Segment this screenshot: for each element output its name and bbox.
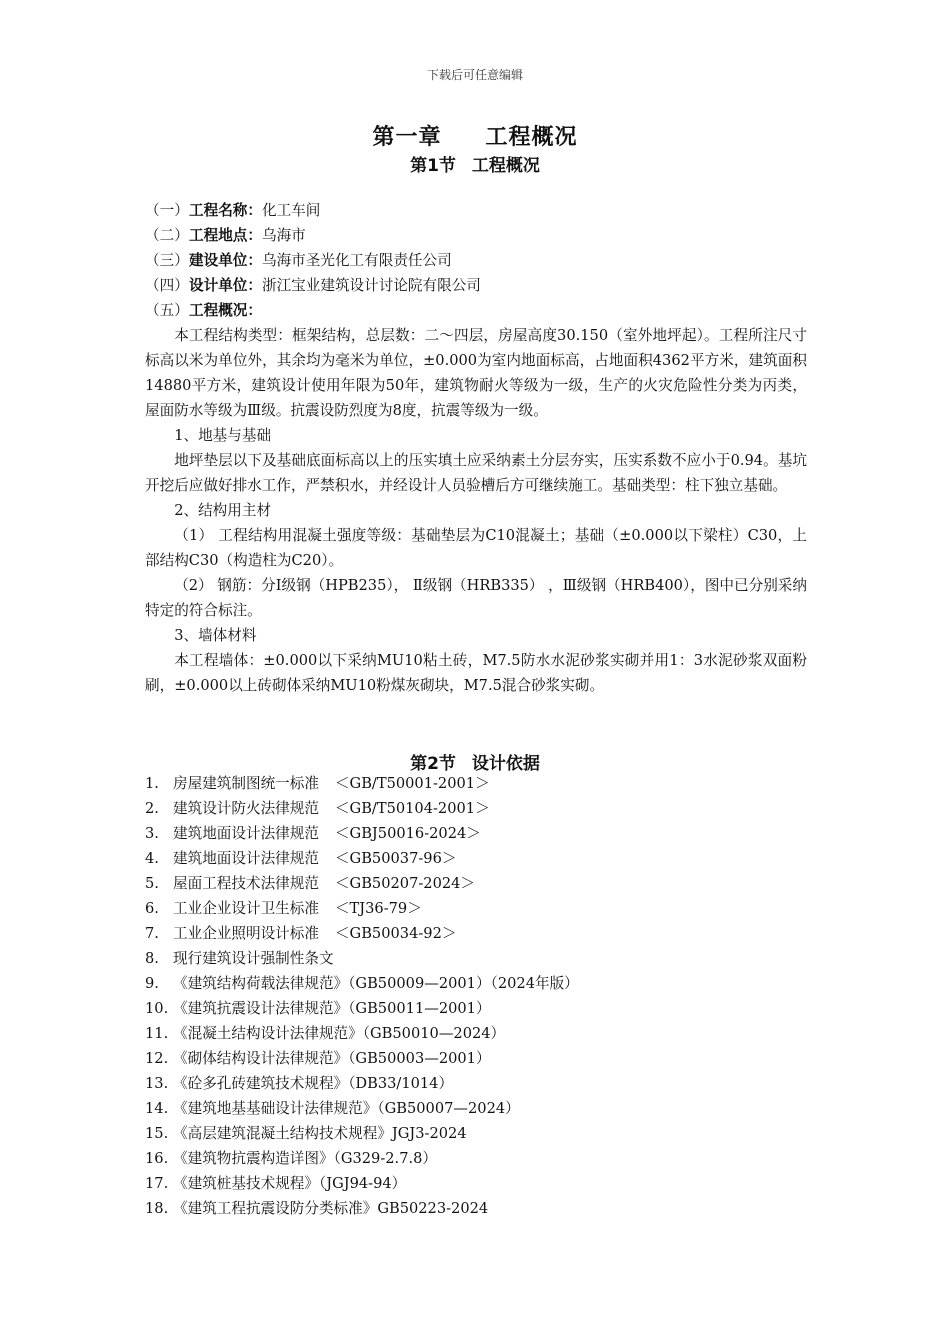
list-item-number: 14.: [145, 1100, 169, 1117]
section-1-label: 第1节: [410, 156, 456, 176]
overview-paragraph: 本工程结构类型：框架结构，总层数：二～四层，房屋高度30.150（室外地坪起）。工程所注尺寸标高以米为单位外，其余均为毫米为单位，±0.000为室内地面标高，占地面积4362平方米，建筑面积14880平方米，建筑设计使用年限为50年，建筑物耐火等级为一级，生产的火灾危险性分类为丙类，屋面防水等级为Ⅲ级。抗震设防烈度为8度，抗震等级为一级。: [145, 327, 807, 419]
list-item: [145, 946, 807, 971]
list-item-code: ＜GBJ50016-2024＞: [334, 825, 481, 842]
info-row: [145, 198, 807, 223]
list-item-text: 《高层建筑混凝土结构技术规程》JGJ3-2024: [173, 1125, 467, 1142]
list-item-number: 1.: [145, 775, 159, 792]
list-item-text: 建筑地面设计法律规范: [173, 850, 319, 867]
info-value: 化工车间: [261, 202, 321, 219]
list-item-text: 《砼多孔砖建筑技术规程》（DB33/1014）: [173, 1075, 454, 1092]
list-item-number: 13.: [145, 1075, 169, 1092]
list-item-number: 7.: [145, 925, 159, 942]
list-item-number: 3.: [145, 825, 159, 842]
list-item-number: 8.: [145, 950, 159, 967]
list-item-code: ＜GB50037-96＞: [334, 850, 457, 867]
info-number: （二）: [145, 227, 189, 244]
chapter-title: [0, 120, 950, 151]
list-item-number: 12.: [145, 1050, 169, 1067]
info-label: 工程名称：: [189, 202, 262, 219]
materials-heading: 2、结构用主材: [174, 502, 272, 519]
list-item-number: 2.: [145, 800, 159, 817]
list-item: [145, 796, 807, 821]
list-item: [145, 821, 807, 846]
list-item-text: 《建筑抗震设计法律规范》（GB50011—2001）: [173, 1000, 491, 1017]
info-label: 建设单位：: [189, 252, 262, 269]
info-value: 乌海市: [261, 227, 306, 244]
list-item-number: 6.: [145, 900, 159, 917]
info-row: [145, 298, 807, 323]
list-item-number: 4.: [145, 850, 159, 867]
list-item-number: 18.: [145, 1200, 169, 1217]
list-item: [145, 996, 807, 1021]
list-item-text: 《建筑工程抗震设防分类标准》GB50223-2024: [173, 1200, 489, 1217]
info-row: [145, 248, 807, 273]
list-item-text: 《混凝土结构设计法律规范》（GB50010—2024）: [173, 1025, 506, 1042]
info-row: [145, 223, 807, 248]
header-note: 下载后可任意编辑: [426, 68, 523, 82]
section-1-name: 工程概况: [471, 156, 540, 176]
list-item: [145, 1046, 807, 1071]
foundation-heading: 1、地基与基础: [174, 427, 272, 444]
list-item: [145, 771, 807, 796]
info-label: 工程概况：: [189, 302, 262, 319]
info-value: 浙江宝业建筑设计讨论院有限公司: [261, 277, 481, 294]
list-item: [145, 1121, 807, 1146]
list-item: [145, 921, 807, 946]
list-item-code: ＜GB50207-2024＞: [334, 875, 476, 892]
list-item-text: 《建筑地基基础设计法律规范》（GB50007—2024）: [173, 1100, 520, 1117]
list-item: [145, 871, 807, 896]
info-label: 工程地点：: [189, 227, 262, 244]
list-item-text: 工业企业照明设计标准: [173, 925, 319, 942]
list-item: [145, 1096, 807, 1121]
list-item-text: 《建筑桩基技术规程》（JGJ94-94）: [173, 1175, 407, 1192]
foundation-paragraph: 地坪垫层以下及基础底面标高以上的压实填土应采纳素土分层夯实，压实系数不应小于0.94。基坑开挖后应做好排水工作，严禁积水，并经设计人员验槽后方可继续施工。基础类型：柱下独立基础。: [145, 452, 807, 494]
list-item-number: 15.: [145, 1125, 169, 1142]
list-item-number: 9.: [145, 975, 159, 992]
wall-paragraph: 本工程墙体：±0.000以下采纳MU10粘土砖，M7.5防水水泥砂浆实砌并用1：3水泥砂浆双面粉刷，±0.000以上砖砌体采纳MU10粉煤灰砌块，M7.5混合砂浆实砌。: [145, 652, 807, 694]
chapter-name: 工程概况: [485, 125, 578, 150]
list-item: [145, 1196, 807, 1221]
list-item-text: 《建筑物抗震构造详图》（G329-2.7.8）: [173, 1150, 437, 1167]
reference-list: [145, 771, 807, 1221]
section-1-body: [145, 198, 807, 698]
list-item: [145, 971, 807, 996]
list-item-code: ＜TJ36-79＞: [334, 900, 422, 917]
materials-item-1: （1） 工程结构用混凝土强度等级：基础垫层为C10混凝土；基础（±0.000以下梁柱）C30，上部结构C30（构造柱为C20）。: [145, 527, 807, 569]
list-item: [145, 846, 807, 871]
list-item-text: 房屋建筑制图统一标准: [173, 775, 319, 792]
list-item: [145, 1171, 807, 1196]
list-item-code: ＜GB/T50104-2001＞: [334, 800, 490, 817]
list-item-number: 10.: [145, 1000, 169, 1017]
info-label: 设计单位：: [189, 277, 262, 294]
info-value: 乌海市圣光化工有限责任公司: [261, 252, 452, 269]
info-number: （一）: [145, 202, 189, 219]
list-item-text: 现行建筑设计强制性条文: [173, 950, 334, 967]
info-number: （三）: [145, 252, 189, 269]
list-item-text: 屋面工程技术法律规范: [173, 875, 319, 892]
list-item: [145, 896, 807, 921]
list-item-number: 16.: [145, 1150, 169, 1167]
list-item-number: 11.: [145, 1025, 169, 1042]
list-item-number: 17.: [145, 1175, 169, 1192]
section-2-name: 设计依据: [471, 754, 540, 774]
wall-heading: 3、墙体材料: [174, 627, 257, 644]
materials-item-2: （2） 钢筋：分Ⅰ级钢（HPB235）， Ⅱ级钢（HRB335） ，Ⅲ级钢（HRB400），图中已分别采纳特定的符合标注。: [145, 577, 807, 619]
list-item-text: 建筑地面设计法律规范: [173, 825, 319, 842]
info-number: （四）: [145, 277, 189, 294]
chapter-label: 第一章: [372, 125, 442, 150]
list-item-text: 工业企业设计卫生标准: [173, 900, 319, 917]
list-item: [145, 1146, 807, 1171]
list-item-text: 《砌体结构设计法律规范》（GB50003—2001）: [173, 1050, 491, 1067]
list-item-code: ＜GB50034-92＞: [334, 925, 457, 942]
list-item-number: 5.: [145, 875, 159, 892]
section-2-label: 第2节: [410, 754, 456, 774]
section-1-title: [0, 151, 950, 176]
list-item-text: 建筑设计防火法律规范: [173, 800, 319, 817]
info-row: [145, 273, 807, 298]
info-number: （五）: [145, 302, 189, 319]
list-item-text: 《建筑结构荷载法律规范》（GB50009—2001）（2024年版）: [173, 975, 579, 992]
list-item: [145, 1021, 807, 1046]
list-item: [145, 1071, 807, 1096]
list-item-code: ＜GB/T50001-2001＞: [334, 775, 490, 792]
